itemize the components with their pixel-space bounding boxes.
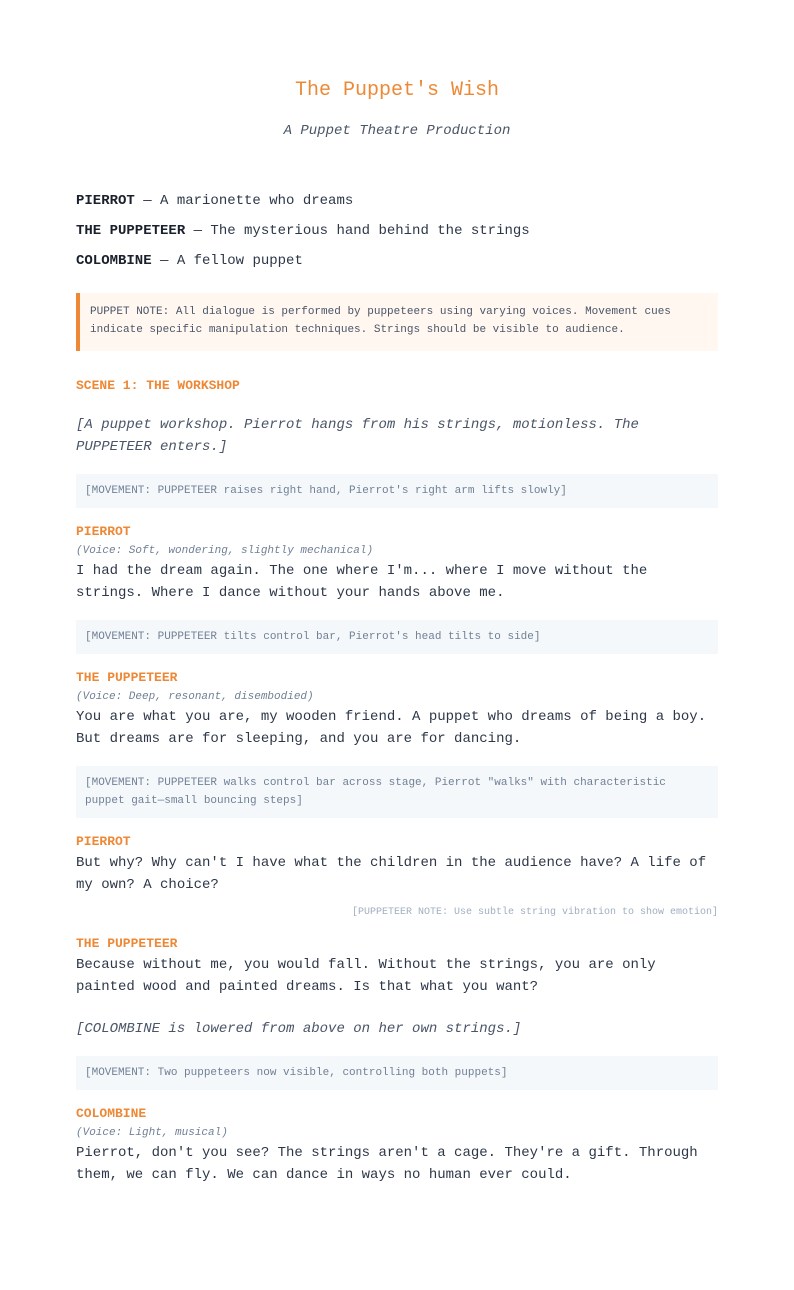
dialogue-line: Pierrot, don't you see? The strings aren't a cage. They're a gift. Through them, we can fly. We can dance in ways no human ever could. xyxy=(76,1145,698,1183)
speaker-name: COLOMBINE xyxy=(76,1106,147,1121)
cast-item xyxy=(76,192,718,210)
movement-cue: [MOVEMENT: PUPPETEER raises right hand, Pierrot's right arm lifts slowly] xyxy=(76,474,718,508)
play-title: The Puppet's Wish xyxy=(294,79,500,102)
speaker-name: THE PUPPETEER xyxy=(76,670,178,685)
speaker-name: PIERROT xyxy=(76,524,131,539)
stage-direction: [COLOMBINE is lowered from above on her own strings.] xyxy=(76,1021,522,1037)
movement-cue: [MOVEMENT: Two puppeteers now visible, controlling both puppets] xyxy=(76,1056,718,1090)
cast-desc: — A fellow puppet xyxy=(151,253,303,269)
cast-name: COLOMBINE xyxy=(76,253,152,269)
cast-name: THE PUPPETEER xyxy=(76,223,186,239)
speaker-name: THE PUPPETEER xyxy=(76,936,178,951)
cast-desc: — The mysterious hand behind the strings xyxy=(185,223,530,239)
dialogue-line: Because without me, you would fall. Without the strings, you are only painted wood and painted dreams. Is that what you want? xyxy=(76,957,656,995)
cast-item xyxy=(76,222,718,240)
movement-cue: [MOVEMENT: PUPPETEER walks control bar across stage, Pierrot "walks" with characteristic puppet gait—small bouncing steps] xyxy=(76,766,718,818)
stage-direction: [A puppet workshop. Pierrot hangs from his strings, motionless. The PUPPETEER enters.] xyxy=(76,417,639,455)
scene-heading: SCENE 1: THE WORKSHOP xyxy=(76,378,240,393)
puppet-note: PUPPET NOTE: All dialogue is performed by puppeteers using varying voices. Movement cues indicate specific manipulation techniques. Strings should be visible to audience. xyxy=(76,293,718,351)
dialogue-line: You are what you are, my wooden friend. A puppet who dreams of being a boy. But dreams are for sleeping, and you are for dancing. xyxy=(76,709,707,747)
speaker-name: PIERROT xyxy=(76,834,131,849)
voice-direction: (Voice: Soft, wondering, slightly mechanical) xyxy=(76,545,374,557)
cast-name: PIERROT xyxy=(76,193,135,209)
voice-direction: (Voice: Deep, resonant, disembodied) xyxy=(76,691,314,703)
movement-cue: [MOVEMENT: PUPPETEER tilts control bar, Pierrot's head tilts to side] xyxy=(76,620,718,654)
dialogue-line: I had the dream again. The one where I'm... where I move without the strings. Where I dance without your hands above me. xyxy=(76,563,648,601)
cast-desc: — A marionette who dreams xyxy=(134,193,354,209)
puppeteer-note: [PUPPETEER NOTE: Use subtle string vibration to show emotion] xyxy=(351,907,718,918)
cast-list xyxy=(76,192,718,270)
dialogue-line: But why? Why can't I have what the children in the audience have? A life of my own? A choice? xyxy=(76,855,707,893)
voice-direction: (Voice: Light, musical) xyxy=(76,1127,228,1139)
play-subtitle: A Puppet Theatre Production xyxy=(283,123,511,139)
cast-item xyxy=(76,252,718,270)
